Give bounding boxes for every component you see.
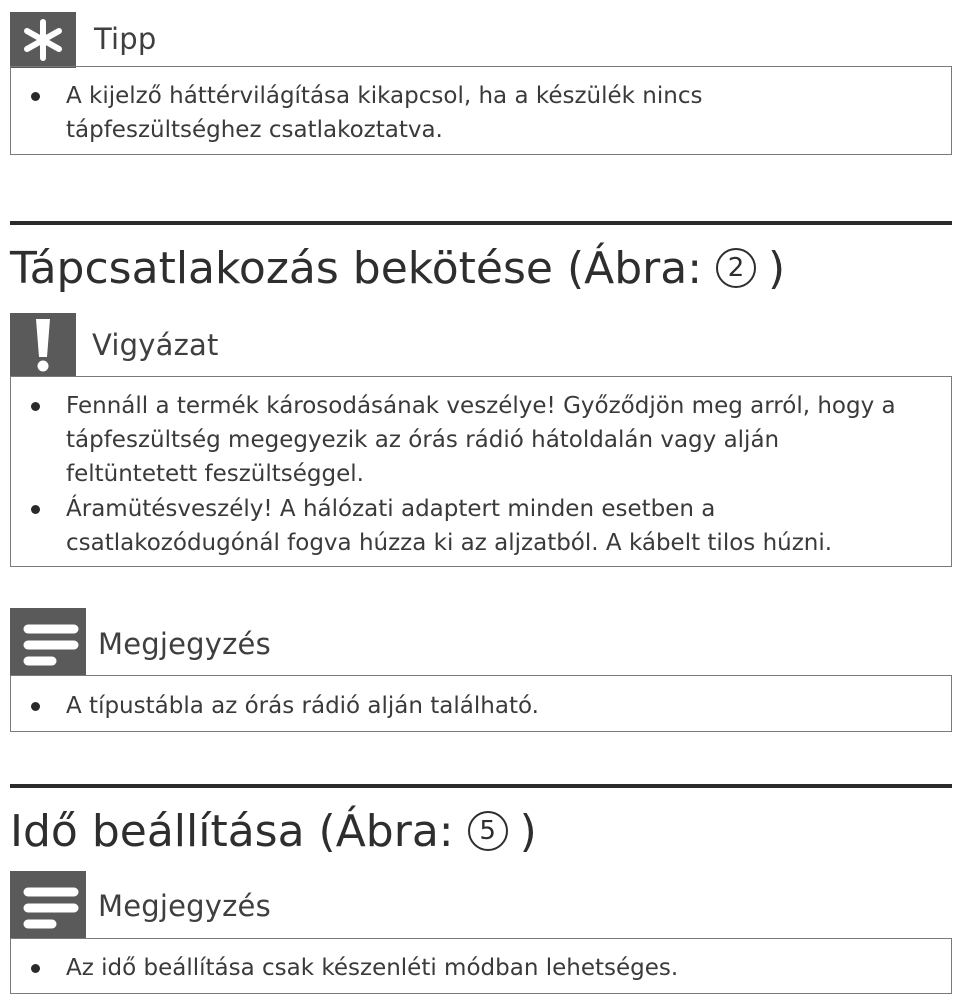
note2-title: Megjegyzés — [98, 889, 271, 923]
caution-bullet-2 — [31, 505, 40, 514]
section-rule-1 — [10, 221, 952, 225]
tip-icon-tile — [10, 12, 76, 68]
asterisk-icon — [10, 12, 76, 68]
caution-item-1: Fennáll a termék károsodásának veszélye! Győződjön meg arról, hogy a tápfeszültség megegyezik az órás rádió hátoldalán vagy alján feltüntetett feszültséggel. — [66, 393, 896, 487]
caution-title: Vigyázat — [92, 328, 219, 362]
note1-item: A típustábla az órás rádió alján található. — [66, 693, 539, 719]
note-lines-icon — [10, 871, 86, 939]
note1-icon-tile — [10, 608, 86, 676]
figure-number-badge-2: 5 — [468, 811, 508, 851]
tip-item: A kijelző háttérvilágítása kikapcsol, ha a készülék nincs tápfeszültséghez csatlakoztatva. — [66, 83, 703, 143]
section-heading-time-text: Idő beállítása (Ábra: — [10, 805, 454, 857]
figure-number-badge: 2 — [716, 248, 756, 288]
section-rule-2 — [10, 784, 952, 788]
tip-title: Tipp — [94, 22, 157, 56]
note2-item: Az idő beállítása csak készenléti módban lehetséges. — [66, 955, 679, 981]
caution-icon-tile — [10, 313, 76, 377]
caution-bullet-1 — [31, 402, 40, 411]
note1-title: Megjegyzés — [98, 627, 271, 661]
note1-bullet — [31, 702, 40, 711]
section-heading-power-text: Tápcsatlakozás bekötése (Ábra: — [10, 242, 703, 294]
note2-icon-tile — [10, 871, 86, 939]
section-heading-power — [10, 240, 785, 296]
exclamation-icon — [10, 313, 76, 377]
section-heading-time-closing: ) — [519, 805, 537, 857]
caution-item-2: Áramütésveszély! A hálózati adaptert minden esetben a csatlakozódugónál fogva húzza ki az aljzatból. A kábelt tilos húzni. — [66, 496, 833, 556]
section-heading-power-closing: ) — [768, 242, 786, 294]
tip-bullet — [31, 92, 40, 101]
section-heading-time — [10, 802, 537, 860]
note2-bullet — [31, 964, 40, 973]
note-lines-icon — [10, 608, 86, 676]
